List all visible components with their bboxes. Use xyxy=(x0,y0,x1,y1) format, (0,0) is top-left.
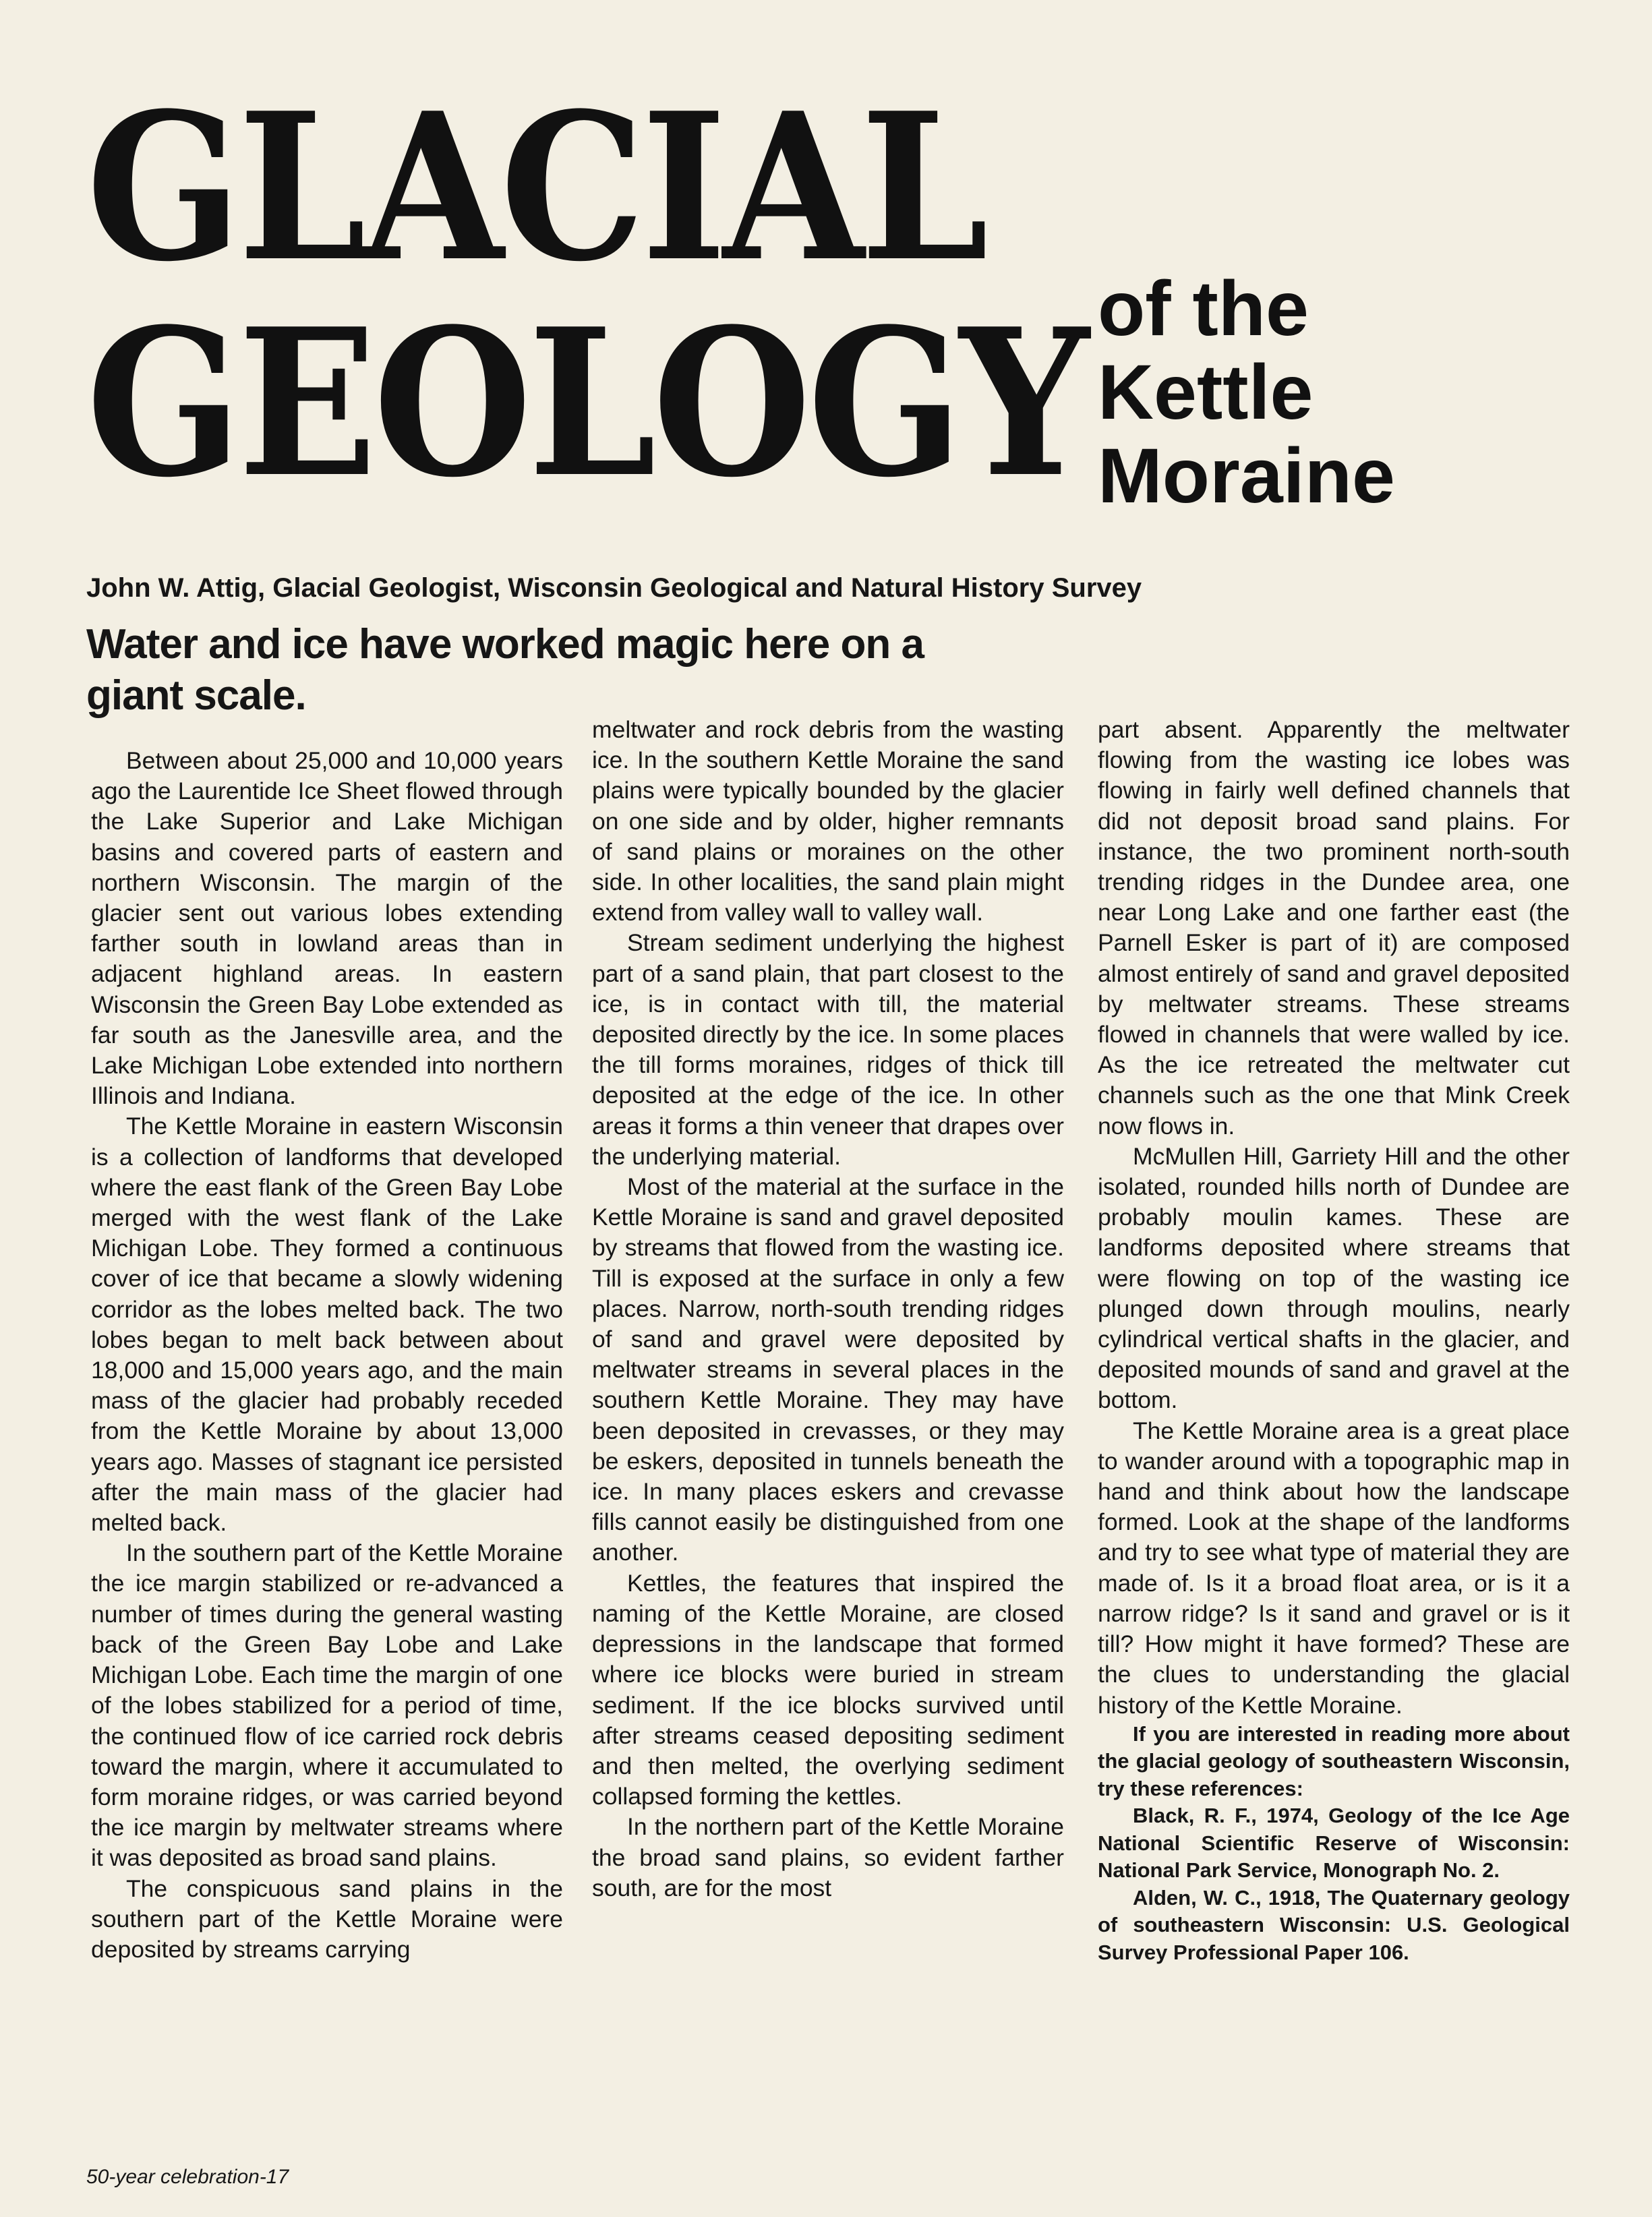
paragraph: McMullen Hill, Garriety Hill and the other isolated, rounded hills north of Dundee are probably moulin kames. These are landforms deposited where streams that were flowing on top of the wasting ice plunged down through moulins, nearly cylindrical vertical shafts in the glacier, and deposited mounds of sand and gravel at the bottom. xyxy=(1098,1142,1570,1414)
paragraph: Stream sediment underlying the highest part of a sand plain, that part closest to the ice, is in contact with till, the material deposited directly by the ice. In some places the till forms moraines, ridges of thick till deposited at the edge of the ice. In other areas it forms a thin veneer that drapes over the underlying material. xyxy=(592,929,1064,1170)
author-byline: John W. Attig, Glacial Geologist, Wisconsin Geological and Natural History Survey xyxy=(86,573,1142,603)
subtitle-line-1: of the xyxy=(1098,266,1309,352)
deck-headline: Water and ice have worked magic here on a giant scale. xyxy=(86,621,924,719)
text-column-1 xyxy=(91,746,563,1965)
text-column-2 xyxy=(592,715,1064,1903)
title-line-glacial: GLACIAL xyxy=(86,68,985,306)
text-column-3 xyxy=(1098,715,1570,1966)
subtitle xyxy=(1098,267,1395,518)
references-intro: If you are interested in reading more about the glacial geology of southeastern Wisconsin, try these references: xyxy=(1098,1721,1570,1800)
paragraph: Between about 25,000 and 10,000 years ago the Laurentide Ice Sheet flowed through the Lake Superior and Lake Michigan basins and covered parts of eastern and northern Wisconsin. The margin of the glacier sent out various lobes extending farther south in lowland areas than in adjacent highland areas. In eastern Wisconsin the Green Bay Lobe extended as far south as the Janesville area, and the Lake Michigan Lobe extended into northern Illinois and Indiana. xyxy=(91,747,563,1110)
reference-item: Alden, W. C., 1918, The Quaternary geology of southeastern Wisconsin: U.S. Geological Survey Professional Paper 106. xyxy=(1098,1885,1570,1964)
paragraph: In the northern part of the Kettle Moraine the broad sand plains, so evident farther south, are for the most xyxy=(592,1813,1064,1901)
subtitle-line-2: Kettle xyxy=(1098,349,1314,436)
page-folio: 50-year celebration-17 xyxy=(86,2166,289,2188)
paragraph: part absent. Apparently the meltwater flowing from the wasting ice lobes was flowing in fairly well defined channels that did not deposit broad sand plains. For instance, the two prominent north-south trending ridges in the Dundee area, one near Long Lake and one farther east (the Parnell Esker is part of it) are composed almost entirely of sand and gravel deposited by meltwater streams. These streams flowed in channels that were walled by ice. As the ice retreated the meltwater cut channels such as the one that Mink Creek now flows in. xyxy=(1098,716,1570,1140)
paragraph: Most of the material at the surface in the Kettle Moraine is sand and gravel deposited by streams that flowed from the wasting ice. Till is exposed at the surface in only a few places. Narrow, north-south trending ridges of sand and gravel were deposited by meltwater streams in several places in the southern Kettle Moraine. They may have been deposited in crevasses, or they may be eskers, deposited in tunnels beneath the ice. In many places eskers and crevasse fills cannot easily be distinguished from one another. xyxy=(592,1173,1064,1566)
paragraph: Kettles, the features that inspired the naming of the Kettle Moraine, are closed depressions in the landscape that formed where ice blocks were buried in stream sediment. If the ice blocks survived until after streams ceased depositing sediment and then melted, the overlying sediment collapsed forming the kettles. xyxy=(592,1569,1064,1810)
reference-item: Black, R. F., 1974, Geology of the Ice Age National Scientific Reserve of Wisconsin: National Park Service, Monograph No. 2. xyxy=(1098,1804,1570,1883)
paragraph: In the southern part of the Kettle Moraine the ice margin stabilized or re-advanced a number of times during the general wasting back of the Green Bay Lobe and Lake Michigan Lobe. Each time the margin of one of the lobes stabilized for a period of time, the continued flow of ice carried rock debris toward the margin, where it accumulated to form moraine ridges, or was carried beyond the ice margin by meltwater streams where it was deposited as broad sand plains. xyxy=(91,1539,563,1872)
title-block xyxy=(86,68,1603,565)
title-line-geology: GEOLOGY xyxy=(86,284,1086,522)
paragraph: meltwater and rock debris from the wasting ice. In the southern Kettle Moraine the sand plains were typically bounded by the glacier on one side and by older, higher remnants of sand plains or moraines on the other side. In other localities, the sand plain might extend from valley wall to valley wall. xyxy=(592,716,1064,926)
paragraph: The Kettle Moraine in eastern Wisconsin is a collection of landforms that developed where the east flank of the Green Bay Lobe merged with the west flank of the Lake Michigan Lobe. They formed a continuous cover of ice that became a slowly widening corridor as the lobes melted back. The two lobes began to melt back between about 18,000 and 15,000 years ago, and the main mass of the glacier had probably receded from the Kettle Moraine by about 13,000 years ago. Masses of stagnant ice persisted after the main mass of the glacier had melted back. xyxy=(91,1113,563,1537)
paragraph: The conspicuous sand plains in the southern part of the Kettle Moraine were deposited by streams carrying xyxy=(91,1874,563,1963)
paragraph: The Kettle Moraine area is a great place to wander around with a topographic map in hand and think about how the landscape formed. Look at the shape of the landforms and try to see what type of material they are made of. Is it a broad float area, or is it a narrow ridge? Is it sand and gravel or is it till? How might it have formed? These are the clues to understanding the glacial history of the Kettle Moraine. xyxy=(1098,1417,1570,1719)
subtitle-line-3: Moraine xyxy=(1098,433,1395,519)
